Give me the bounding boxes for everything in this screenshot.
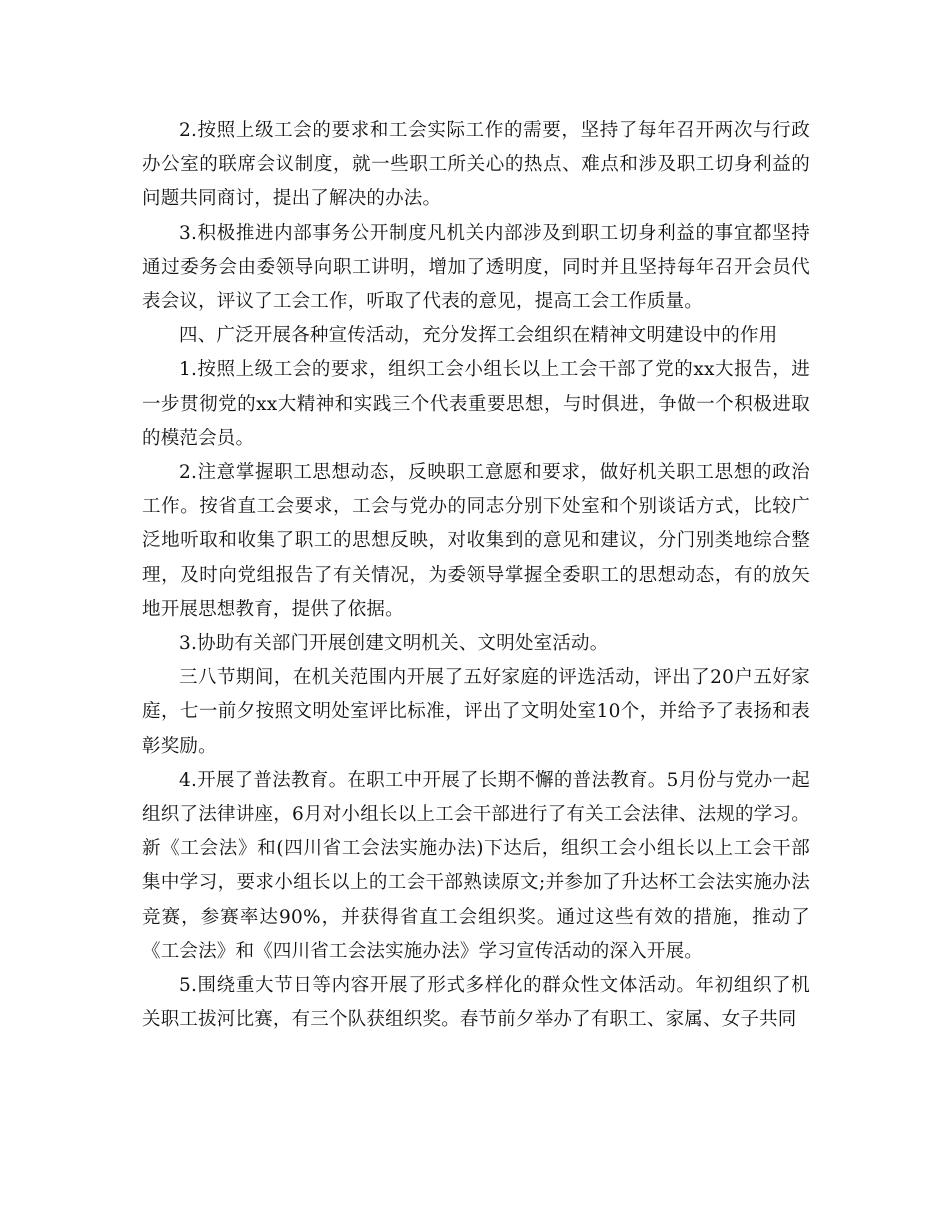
paragraph-6: 三八节期间，在机关范围内开展了五好家庭的评选活动，评出了20户五好家庭，七一前夕按照文明处室评比标准，评出了文明处室10个，并给予了表扬和表彰奖励。	[142, 667, 810, 757]
paragraph-4: 2.注意掌握职工思想动态，反映职工意愿和要求，做好机关职工思想的政治工作。按省直工会要求，工会与党办的同志分别下处室和个别谈话方式，比较广泛地听取和收集了职工的思想反映，对收集到的意见和建议，分门别类地综合整理，及时向党组报告了有关情况，为委领导掌握全委职工的思想动态，有的放矢地开展思想教育，提供了依据。	[142, 462, 810, 620]
section-heading: 四、广泛开展各种宣传活动，充分发挥工会组织在精神文明建设中的作用	[179, 325, 778, 347]
paragraph-1: 2.按照上级工会的要求和工会实际工作的需要，坚持了每年召开两次与行政办公室的联席会议制度，就一些职工所关心的热点、难点和涉及职工切身利益的问题共同商讨，提出了解决的办法。	[142, 120, 810, 210]
paragraph-3: 1.按照上级工会的要求，组织工会小组长以上工会干部了党的xx大报告，进一步贯彻党的xx大精神和实践三个代表重要思想，与时俱进，争做一个积极进取的模范会员。	[142, 359, 810, 449]
paragraph-5: 3.协助有关部门开展创建文明机关、文明处室活动。	[179, 633, 609, 655]
paragraph-2: 3.积极推进内部事务公开制度凡机关内部涉及到职工切身利益的事宜都坚持通过委务会由委领导向职工讲明，增加了透明度，同时并且坚持每年召开会员代表会议，评议了工会工作，听取了代表的意见，提高工会工作质量。	[142, 222, 810, 313]
document-page	[142, 114, 810, 1037]
paragraph-8: 5.围绕重大节日等内容开展了形式多样化的群众性文体活动。年初组织了机关职工拔河比赛，有三个队获组织奖。春节前夕举办了有职工、家属、女子共同	[142, 975, 810, 1031]
paragraph-7: 4.开展了普法教育。在职工中开展了长期不懈的普法教育。5月份与党办一起组织了法律讲座，6月对小组长以上工会干部进行了有关工会法律、法规的学习。新《工会法》和(四川省工会法实施办法)下达后，组织工会小组长以上工会干部集中学习，要求小组长以上的工会干部熟读原文;并参加了升达杯工会法实施办法竞赛，参赛率达90%，并获得省直工会组织奖。通过这些有效的措施，推动了《工会法》和《四川省工会法实施办法》学习宣传活动的深入开展。	[142, 769, 810, 962]
